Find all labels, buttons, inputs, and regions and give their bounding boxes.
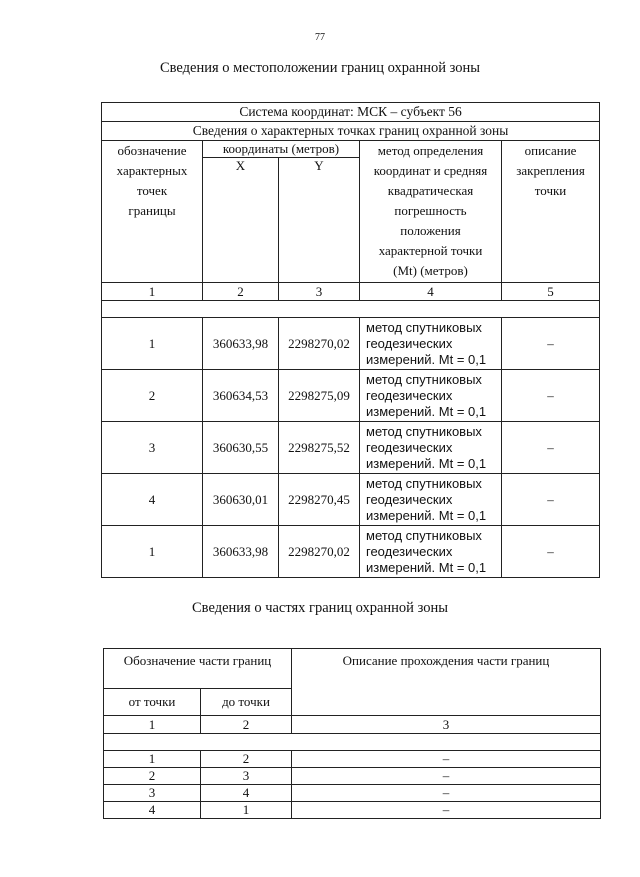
- spacer-row: [104, 734, 601, 751]
- header-line: закрепления: [516, 163, 585, 178]
- y-value: 2298270,45: [279, 474, 360, 526]
- method-value: [360, 370, 502, 422]
- header-line: характерной точки: [378, 243, 483, 258]
- x-value: 360630,01: [203, 474, 279, 526]
- method-line: геодезических: [366, 543, 453, 559]
- x-value: 360633,98: [203, 526, 279, 578]
- fixation-value: –: [502, 422, 600, 474]
- to-point-header: до точки: [201, 689, 292, 716]
- x-value: 360633,98: [203, 318, 279, 370]
- y-value: 2298270,02: [279, 526, 360, 578]
- table-row: [102, 474, 600, 526]
- section-title-boundaries: Сведения о местоположении границ охранной зоны: [159, 60, 480, 76]
- table-row: [104, 751, 601, 768]
- section-title-parts: Сведения о частях границ охранной зоны: [192, 600, 448, 616]
- to-point: 3: [201, 768, 292, 785]
- header-line: обозначение: [117, 143, 187, 158]
- x-header: X: [203, 158, 279, 283]
- fixation-value: –: [502, 526, 600, 578]
- column-number: 2: [201, 716, 292, 734]
- table-row: [102, 318, 600, 370]
- header-line: границы: [128, 203, 176, 218]
- method-header: [360, 141, 502, 283]
- method-line: измерений. Mt = 0,1: [366, 403, 487, 419]
- y-value: 2298275,52: [279, 422, 360, 474]
- coordinate-system-header: Система координат: МСК – субъект 56: [102, 103, 600, 122]
- column-number: 2: [203, 283, 279, 301]
- points-section-header: Сведения о характерных точках границ охранной зоны: [102, 122, 600, 141]
- part-description: –: [292, 751, 601, 768]
- point-designation-header: [102, 141, 203, 283]
- point-id: 4: [102, 474, 203, 526]
- to-point: 1: [201, 802, 292, 819]
- method-value: [360, 318, 502, 370]
- table-row: [104, 785, 601, 802]
- from-point: 1: [104, 751, 201, 768]
- page-number: 77: [315, 32, 325, 43]
- method-value: [360, 526, 502, 578]
- method-line: геодезических: [366, 439, 453, 455]
- header-line: описание: [524, 143, 577, 158]
- header-line: квадратическая: [387, 183, 474, 198]
- from-point: 2: [104, 768, 201, 785]
- header-line: точки: [534, 183, 567, 198]
- to-point: 4: [201, 785, 292, 802]
- table-row: [102, 370, 600, 422]
- method-line: метод спутниковых: [366, 527, 482, 543]
- y-header: Y: [279, 158, 360, 283]
- column-number: 3: [279, 283, 360, 301]
- method-line: измерений. Mt = 0,1: [366, 455, 487, 471]
- method-line: метод спутниковых: [366, 319, 482, 335]
- to-point: 2: [201, 751, 292, 768]
- header-line: характерных: [116, 163, 188, 178]
- method-line: метод спутниковых: [366, 475, 482, 491]
- point-id: 1: [102, 526, 203, 578]
- table-row: [102, 422, 600, 474]
- column-number: 1: [104, 716, 201, 734]
- fixation-value: –: [502, 370, 600, 422]
- method-value: [360, 422, 502, 474]
- column-number: 1: [102, 283, 203, 301]
- point-id: 1: [102, 318, 203, 370]
- boundary-parts-table: [103, 648, 601, 819]
- x-value: 360634,53: [203, 370, 279, 422]
- method-line: измерений. Mt = 0,1: [366, 559, 487, 575]
- method-line: геодезических: [366, 491, 453, 507]
- column-number: 5: [502, 283, 600, 301]
- from-point-header: от точки: [104, 689, 201, 716]
- header-line: метод определения: [377, 143, 484, 158]
- header-line: положения: [400, 223, 461, 238]
- column-number: 4: [360, 283, 502, 301]
- part-description: –: [292, 802, 601, 819]
- header-line: (Mt) (метров): [393, 263, 468, 278]
- fixation-value: –: [502, 474, 600, 526]
- part-description: –: [292, 785, 601, 802]
- coordinates-header: координаты (метров): [203, 141, 360, 158]
- method-line: измерений. Mt = 0,1: [366, 507, 487, 523]
- part-designation-header: Обозначение части границ: [104, 649, 292, 689]
- method-line: измерений. Mt = 0,1: [366, 351, 487, 367]
- table-row: [102, 526, 600, 578]
- method-line: геодезических: [366, 335, 453, 351]
- spacer-row: [102, 301, 600, 318]
- point-id: 3: [102, 422, 203, 474]
- fixation-value: –: [502, 318, 600, 370]
- y-value: 2298270,02: [279, 318, 360, 370]
- header-line: координат и средняя: [373, 163, 488, 178]
- from-point: 4: [104, 802, 201, 819]
- method-line: метод спутниковых: [366, 423, 482, 439]
- table-row: [104, 802, 601, 819]
- fixation-description-header: [502, 141, 600, 283]
- part-description: –: [292, 768, 601, 785]
- header-line: погрешность: [394, 203, 467, 218]
- from-point: 3: [104, 785, 201, 802]
- y-value: 2298275,09: [279, 370, 360, 422]
- column-number: 3: [292, 716, 601, 734]
- x-value: 360630,55: [203, 422, 279, 474]
- table-row: [104, 768, 601, 785]
- method-line: геодезических: [366, 387, 453, 403]
- boundary-points-table: [101, 102, 600, 578]
- point-id: 2: [102, 370, 203, 422]
- method-value: [360, 474, 502, 526]
- part-description-header: Описание прохождения части границ: [292, 649, 601, 716]
- method-line: метод спутниковых: [366, 371, 482, 387]
- header-line: точек: [136, 183, 168, 198]
